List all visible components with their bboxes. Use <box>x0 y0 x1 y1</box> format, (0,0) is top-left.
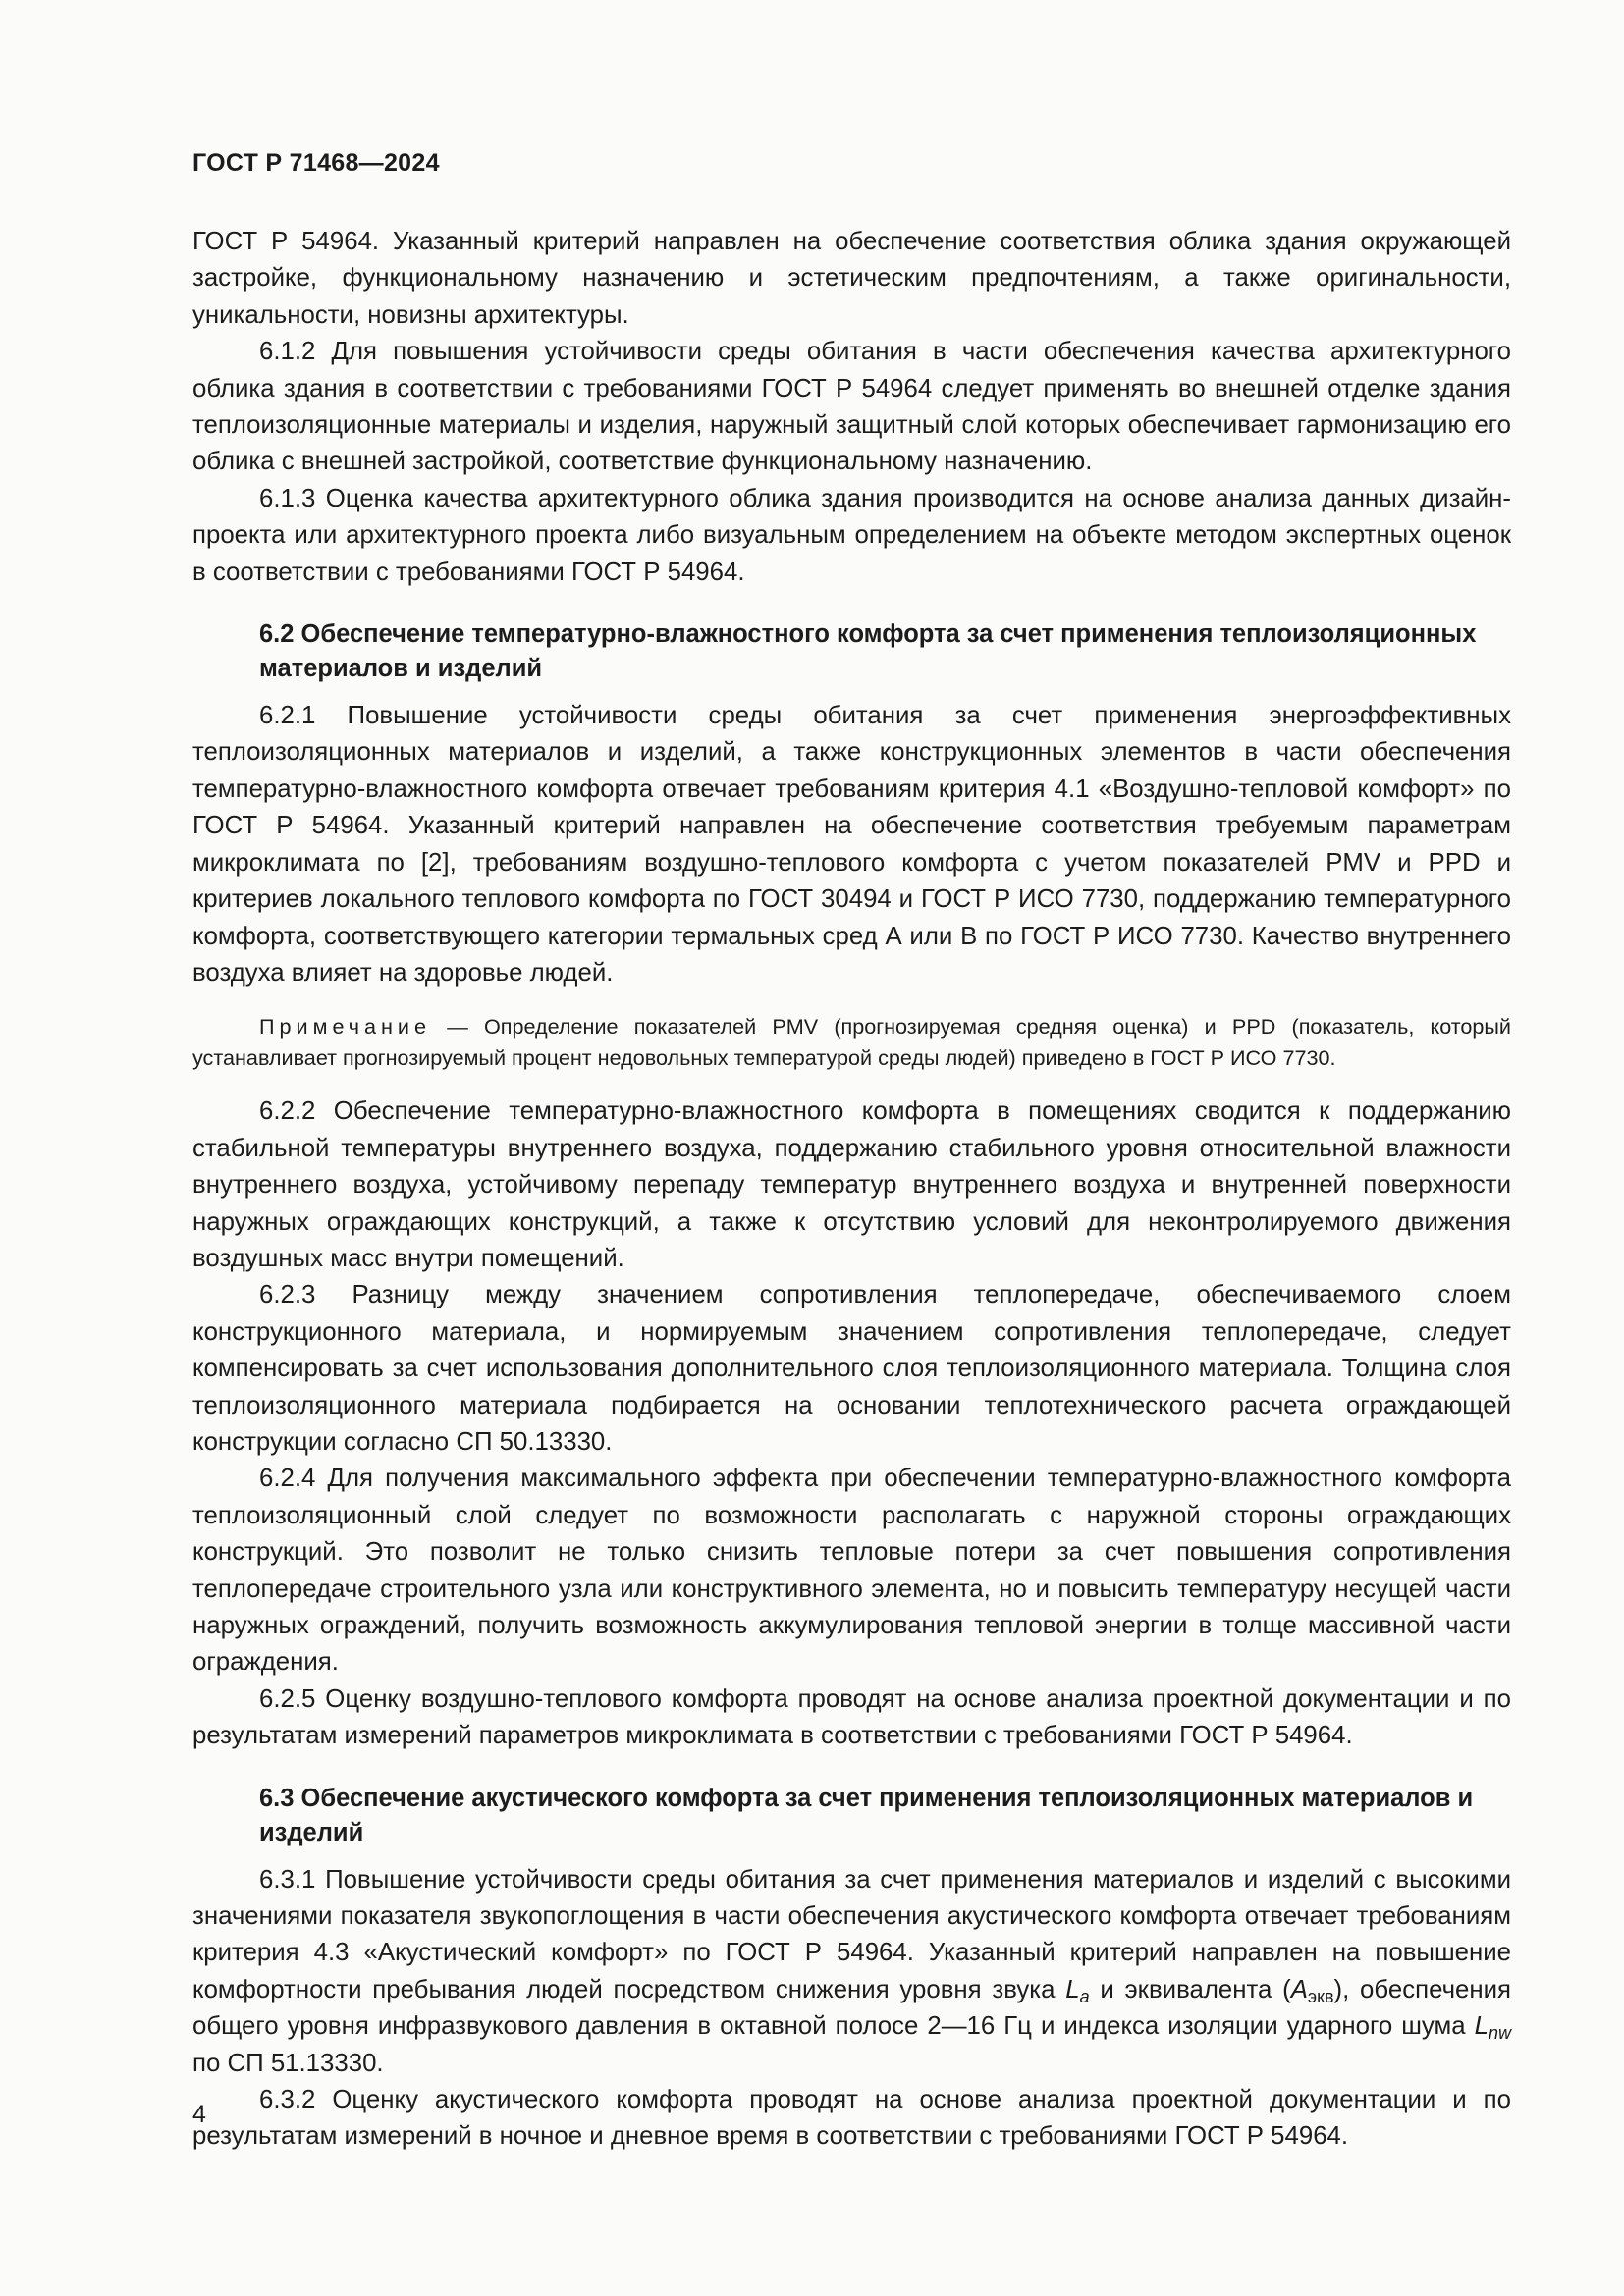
paragraph-6-2-4: 6.2.4 Для получения максимального эффекта при обеспечении температурно-влажностного комфорта теплоизоляционный слой следует по возможности располагать с наружной стороны ограждающих конструкций. Это позволит не только снизить тепловые потери за счет повышения сопротивления теплопередаче строительного узла или конструктивного элемента, но и повысить температуру несущей части наружных ограждений, получить возможность аккумулирования тепловой энергии в толще массивной части ограждения. <box>192 1465 1511 1677</box>
p631-text-d: по СП 51.13330. <box>192 2049 384 2077</box>
paragraph-6-2-5: 6.2.5 Оценку воздушно-теплового комфорта проводят на основе анализа проектной документации и по результатам измерений параметров микроклимата в соответствии с требованиями ГОСТ Р 54964. <box>192 1684 1511 1750</box>
paragraph-6-3-1 <box>192 1862 1511 2082</box>
section-heading-6-3: 6.3 Обеспечение акустического комфорта за счет применения теплоизоляционных материалов и изделий <box>259 1784 1474 1846</box>
document-body <box>192 224 1511 2156</box>
p631-text-b: и эквивалента ( <box>1089 1975 1291 2003</box>
paragraph-6-2-1: 6.2.1 Повышение устойчивости среды обитания за счет применения энергоэффективных теплоизоляционных материалов и изделий, а также конструкционных элементов в части обеспечения температурно-влажностного комфорта отвечает требованиям критерия 4.1 «Воздушно-тепловой комфорт» по ГОСТ Р 54964. Указанный критерий направлен на обеспечение соответствия требуемым параметрам микроклимата по [2], требованиям воздушно-теплового комфорта с учетом показателей PMV и PPD и критериев локального теплового комфорта по ГОСТ 30494 и ГОСТ Р ИСО 7730, поддержанию температурного комфорта, соответствующего категории термальных сред А или В по ГОСТ Р ИСО 7730. Качество внутреннего воздуха влияет на здоровье людей. <box>192 702 1511 987</box>
paragraph-6-1-2: 6.1.2 Для повышения устойчивости среды обитания в части обеспечения качества архитектурного облика здания в соответствии с требованиями ГОСТ Р 54964 следует применять во внешней отделке здания теплоизоляционные материалы и изделия, наружный защитный слой которых обеспечивает гармонизацию его облика с внешней застройкой, соответствие функциональному назначению. <box>192 338 1511 476</box>
symbol-a-sub: экв <box>1307 1986 1334 2006</box>
note-label: Примечание <box>259 1014 431 1040</box>
document-header: ГОСТ Р 71468—2024 <box>192 149 440 177</box>
symbol-lnw: L <box>1474 2012 1489 2041</box>
p631-text-c: ), обеспечения общего уровня инфразвукового давления в октавной полосе 2—16 Гц и индекса изоляции ударного шума <box>192 1975 1512 2041</box>
paragraph-6-2-3: 6.2.3 Разницу между значением сопротивления теплопередаче, обеспечиваемого слоем конструкционного материала, и нормируемым значением сопротивления теплопередаче, следует компенсировать за счет использования дополнительного слоя теплоизоляционного материала. Толщина слоя теплоизоляционного материала подбирается на основании теплотехнического расчета ограждающей конструкции согласно СП 50.13330. <box>192 1281 1511 1456</box>
paragraph-6-3-2: 6.3.2 Оценку акустического комфорта проводят на основе анализа проектной документации и по результатам измерений в ночное и дневное время в соответствии с требованиями ГОСТ Р 54964. <box>192 2086 1511 2151</box>
paragraph-continuation: ГОСТ Р 54964. Указанный критерий направлен на обеспечение соответствия облика здания окружающей застройке, функциональному назначению и эстетическим предпочтениям, а также оригинальности, уникальности, новизны архитектуры. <box>192 228 1511 329</box>
page-number: 4 <box>192 2101 206 2128</box>
paragraph-6-1-3: 6.1.3 Оценка качества архитектурного облика здания производится на основе анализа данных дизайн-проекта или архитектурного проекта либо визуальным определением на объекте методом экспертных оценок в соответствии с требованиями ГОСТ Р 54964. <box>192 484 1511 586</box>
p631-text-a: 6.3.1 Повышение устойчивости среды обитания за счет применения материалов и изделий с высокими значениями показателя звукопоглощения в части обеспечения акустического комфорта отвечает требованиям критерия 4.3 «Акустический комфорт» по ГОСТ Р 54964. Указанный критерий направлен на повышение комфортности пребывания людей посредством снижения уровня звука <box>192 1865 1511 2003</box>
note <box>192 1011 1511 1074</box>
paragraph-6-2-2: 6.2.2 Обеспечение температурно-влажностного комфорта в помещениях сводится к поддержанию стабильной температуры внутреннего воздуха, поддержанию стабильного уровня относительной влажности внутреннего воздуха, устойчивому перепаду температур внутреннего воздуха и внутренней поверхности наружных ограждающих конструкций, а также к отсутствию условий для неконтролируемого движения воздушных масс внутри помещений. <box>192 1097 1511 1272</box>
symbol-lnw-sub: nw <box>1488 2023 1511 2044</box>
symbol-a: A <box>1290 1975 1308 2003</box>
symbol-la-sub: a <box>1079 1986 1090 2006</box>
symbol-la: L <box>1065 1975 1080 2003</box>
note-text: — Определение показателей PMV (прогнозируемая средняя оценка) и PPD (показатель, который устанавливает прогнозируемый процент недовольных температурой среды людей) приведено в ГОСТ Р ИСО 7730. <box>192 1014 1511 1071</box>
section-heading-6-2: 6.2 Обеспечение температурно-влажностного комфорта за счет применения теплоизоляционных материалов и изделий <box>259 620 1477 683</box>
